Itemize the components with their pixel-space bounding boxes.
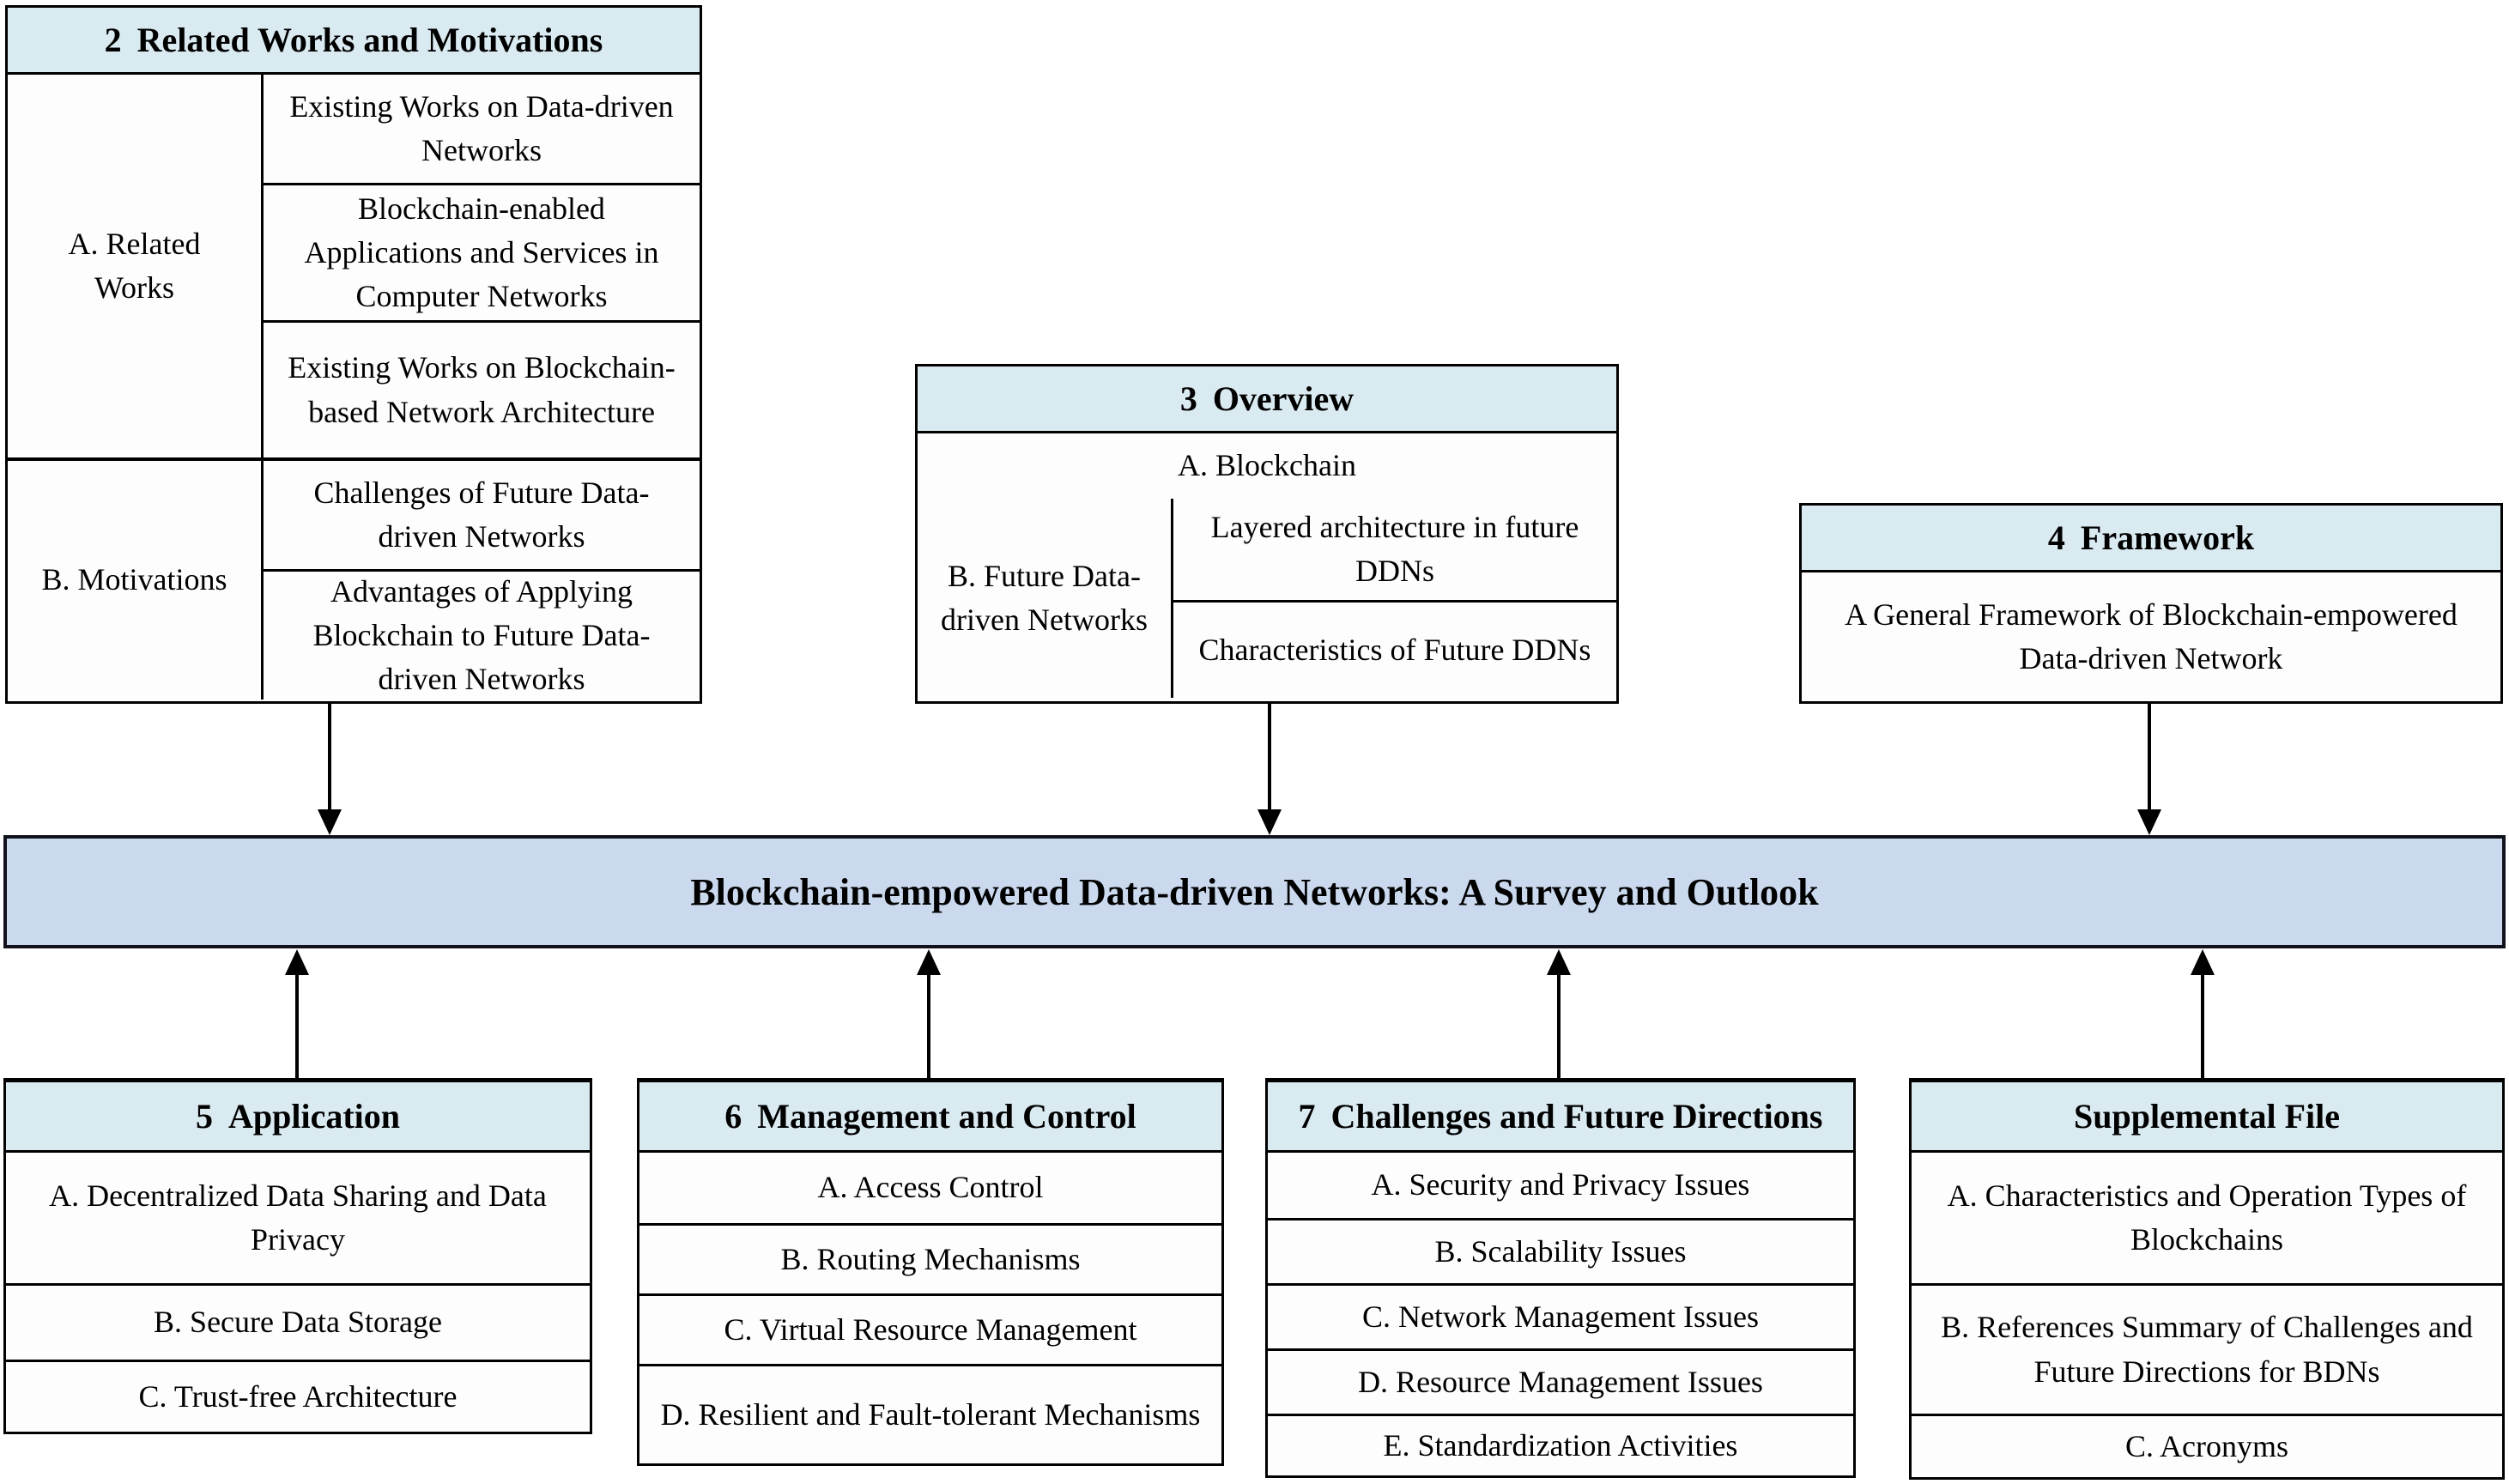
- subsection-cell: A. Characteristics and Operation Types of Blockchains: [1947, 1178, 2467, 1257]
- group-label: B. Future Data-driven Networks: [918, 499, 1173, 698]
- section-title: Framework: [2080, 518, 2255, 557]
- section-items: [639, 1153, 1221, 1463]
- subsection-cell: D. Resilient and Fault-tolerant Mechanisms: [639, 1364, 1221, 1463]
- section-box-challenges: [1265, 1078, 1856, 1478]
- group-label: B. Motivations: [8, 461, 264, 700]
- section-box-overview: [915, 364, 1619, 704]
- subsection-cell: Advantages of Applying Blockchain to Future Data-driven Networks: [264, 569, 700, 700]
- arrow-shaft: [1268, 704, 1271, 811]
- subsection-cell: B. Secure Data Storage: [6, 1283, 590, 1360]
- group-items: [264, 461, 700, 700]
- subsection-cell: Existing Works on Blockchain-based Network Architecture: [264, 320, 700, 457]
- arrow-head-up-icon: [1547, 949, 1571, 975]
- arrow-head-down-icon: [318, 809, 342, 835]
- section-header-application: [6, 1082, 590, 1153]
- banner-title: Blockchain-empowered Data-driven Networks: A Survey and Outlook: [690, 870, 1819, 913]
- subsection-cell: A. Access Control: [817, 1170, 1044, 1205]
- arrow-challenges-to-banner: [1547, 949, 1571, 1078]
- subsection-cell: Characteristics of Future DDNs: [1173, 600, 1616, 698]
- section-number: 3: [1179, 379, 1197, 418]
- section-title: Supplemental File: [2073, 1097, 2341, 1136]
- arrow-head-down-icon: [2137, 809, 2161, 835]
- subsection-cell: A General Framework of Blockchain-empowered Data-driven Network: [1845, 597, 2457, 675]
- section-header-framework: [1802, 506, 2500, 572]
- group-label: A. Related Works: [8, 75, 264, 457]
- subsection-cell: D. Resource Management Issues: [1268, 1348, 1853, 1414]
- section-items: [6, 1153, 590, 1432]
- group-related-works-a: [8, 75, 700, 457]
- section-box-framework: [1799, 503, 2503, 704]
- subsection-cell: Blockchain-enabled Applications and Services in Computer Networks: [264, 183, 700, 320]
- subsection-cell: A. Blockchain: [1178, 448, 1356, 483]
- section-header-challenges: [1268, 1082, 1853, 1153]
- subsection-cell: A. Decentralized Data Sharing and Data Privacy: [49, 1178, 547, 1257]
- group-future-ddns: [918, 499, 1616, 698]
- section-header-management: [639, 1082, 1221, 1153]
- section-items: [1268, 1153, 1853, 1475]
- subsection-cell: E. Standardization Activities: [1268, 1414, 1853, 1475]
- subsection-cell: A. Security and Privacy Issues: [1371, 1167, 1750, 1202]
- group-motivations-b: [8, 457, 700, 700]
- group-items: [1173, 499, 1616, 698]
- subsection-cell: B. References Summary of Challenges and Future Directions for BDNs: [1912, 1283, 2502, 1414]
- arrow-shaft: [328, 704, 331, 811]
- subsection-cell: B. Routing Mechanisms: [639, 1223, 1221, 1293]
- subsection-cell: Layered architecture in future DDNs: [1210, 509, 1579, 588]
- arrow-shaft: [2148, 704, 2151, 811]
- arrow-shaft: [2201, 973, 2204, 1078]
- group-items: [264, 75, 700, 457]
- subsection-cell: Challenges of Future Data-driven Networks: [313, 475, 650, 554]
- arrow-related-works-to-banner: [318, 704, 342, 835]
- arrow-management-to-banner: [917, 949, 941, 1078]
- banner: [3, 835, 2506, 948]
- section-header-overview: [918, 366, 1616, 433]
- arrow-head-up-icon: [2191, 949, 2215, 975]
- arrow-supplemental-to-banner: [2191, 949, 2215, 1078]
- section-box-related-works: [5, 5, 702, 704]
- arrow-framework-to-banner: [2137, 704, 2161, 835]
- arrow-shaft: [927, 973, 930, 1078]
- section-number: 4: [2047, 518, 2065, 557]
- arrow-shaft: [1557, 973, 1561, 1078]
- subsection-cell: C. Trust-free Architecture: [6, 1360, 590, 1432]
- section-number: 5: [195, 1097, 213, 1136]
- section-box-application: [3, 1078, 592, 1434]
- section-number: 6: [724, 1097, 742, 1136]
- section-number: 7: [1298, 1097, 1316, 1136]
- subsection-cell: B. Scalability Issues: [1268, 1218, 1853, 1283]
- arrow-application-to-banner: [285, 949, 309, 1078]
- arrow-shaft: [295, 973, 299, 1078]
- arrow-head-up-icon: [917, 949, 941, 975]
- subsection-cell: Existing Works on Data-driven Networks: [289, 88, 674, 167]
- section-title: Application: [227, 1097, 401, 1136]
- section-header-related-works: [8, 8, 700, 75]
- section-items: [1912, 1153, 2502, 1477]
- subsection-cell: C. Acronyms: [1912, 1414, 2502, 1477]
- section-title: Overview: [1212, 379, 1354, 418]
- subsection-cell: C. Virtual Resource Management: [639, 1293, 1221, 1364]
- arrow-head-down-icon: [1258, 809, 1282, 835]
- section-box-management: [637, 1078, 1224, 1466]
- section-title: Related Works and Motivations: [136, 21, 603, 59]
- subsection-cell: C. Network Management Issues: [1268, 1283, 1853, 1348]
- section-box-supplemental: [1909, 1078, 2505, 1480]
- section-number: 2: [104, 21, 122, 59]
- section-title: Challenges and Future Directions: [1330, 1097, 1823, 1136]
- arrow-overview-to-banner: [1258, 704, 1282, 835]
- section-header-supplemental: [1912, 1082, 2502, 1153]
- section-title: Management and Control: [757, 1097, 1136, 1136]
- arrow-head-up-icon: [285, 949, 309, 975]
